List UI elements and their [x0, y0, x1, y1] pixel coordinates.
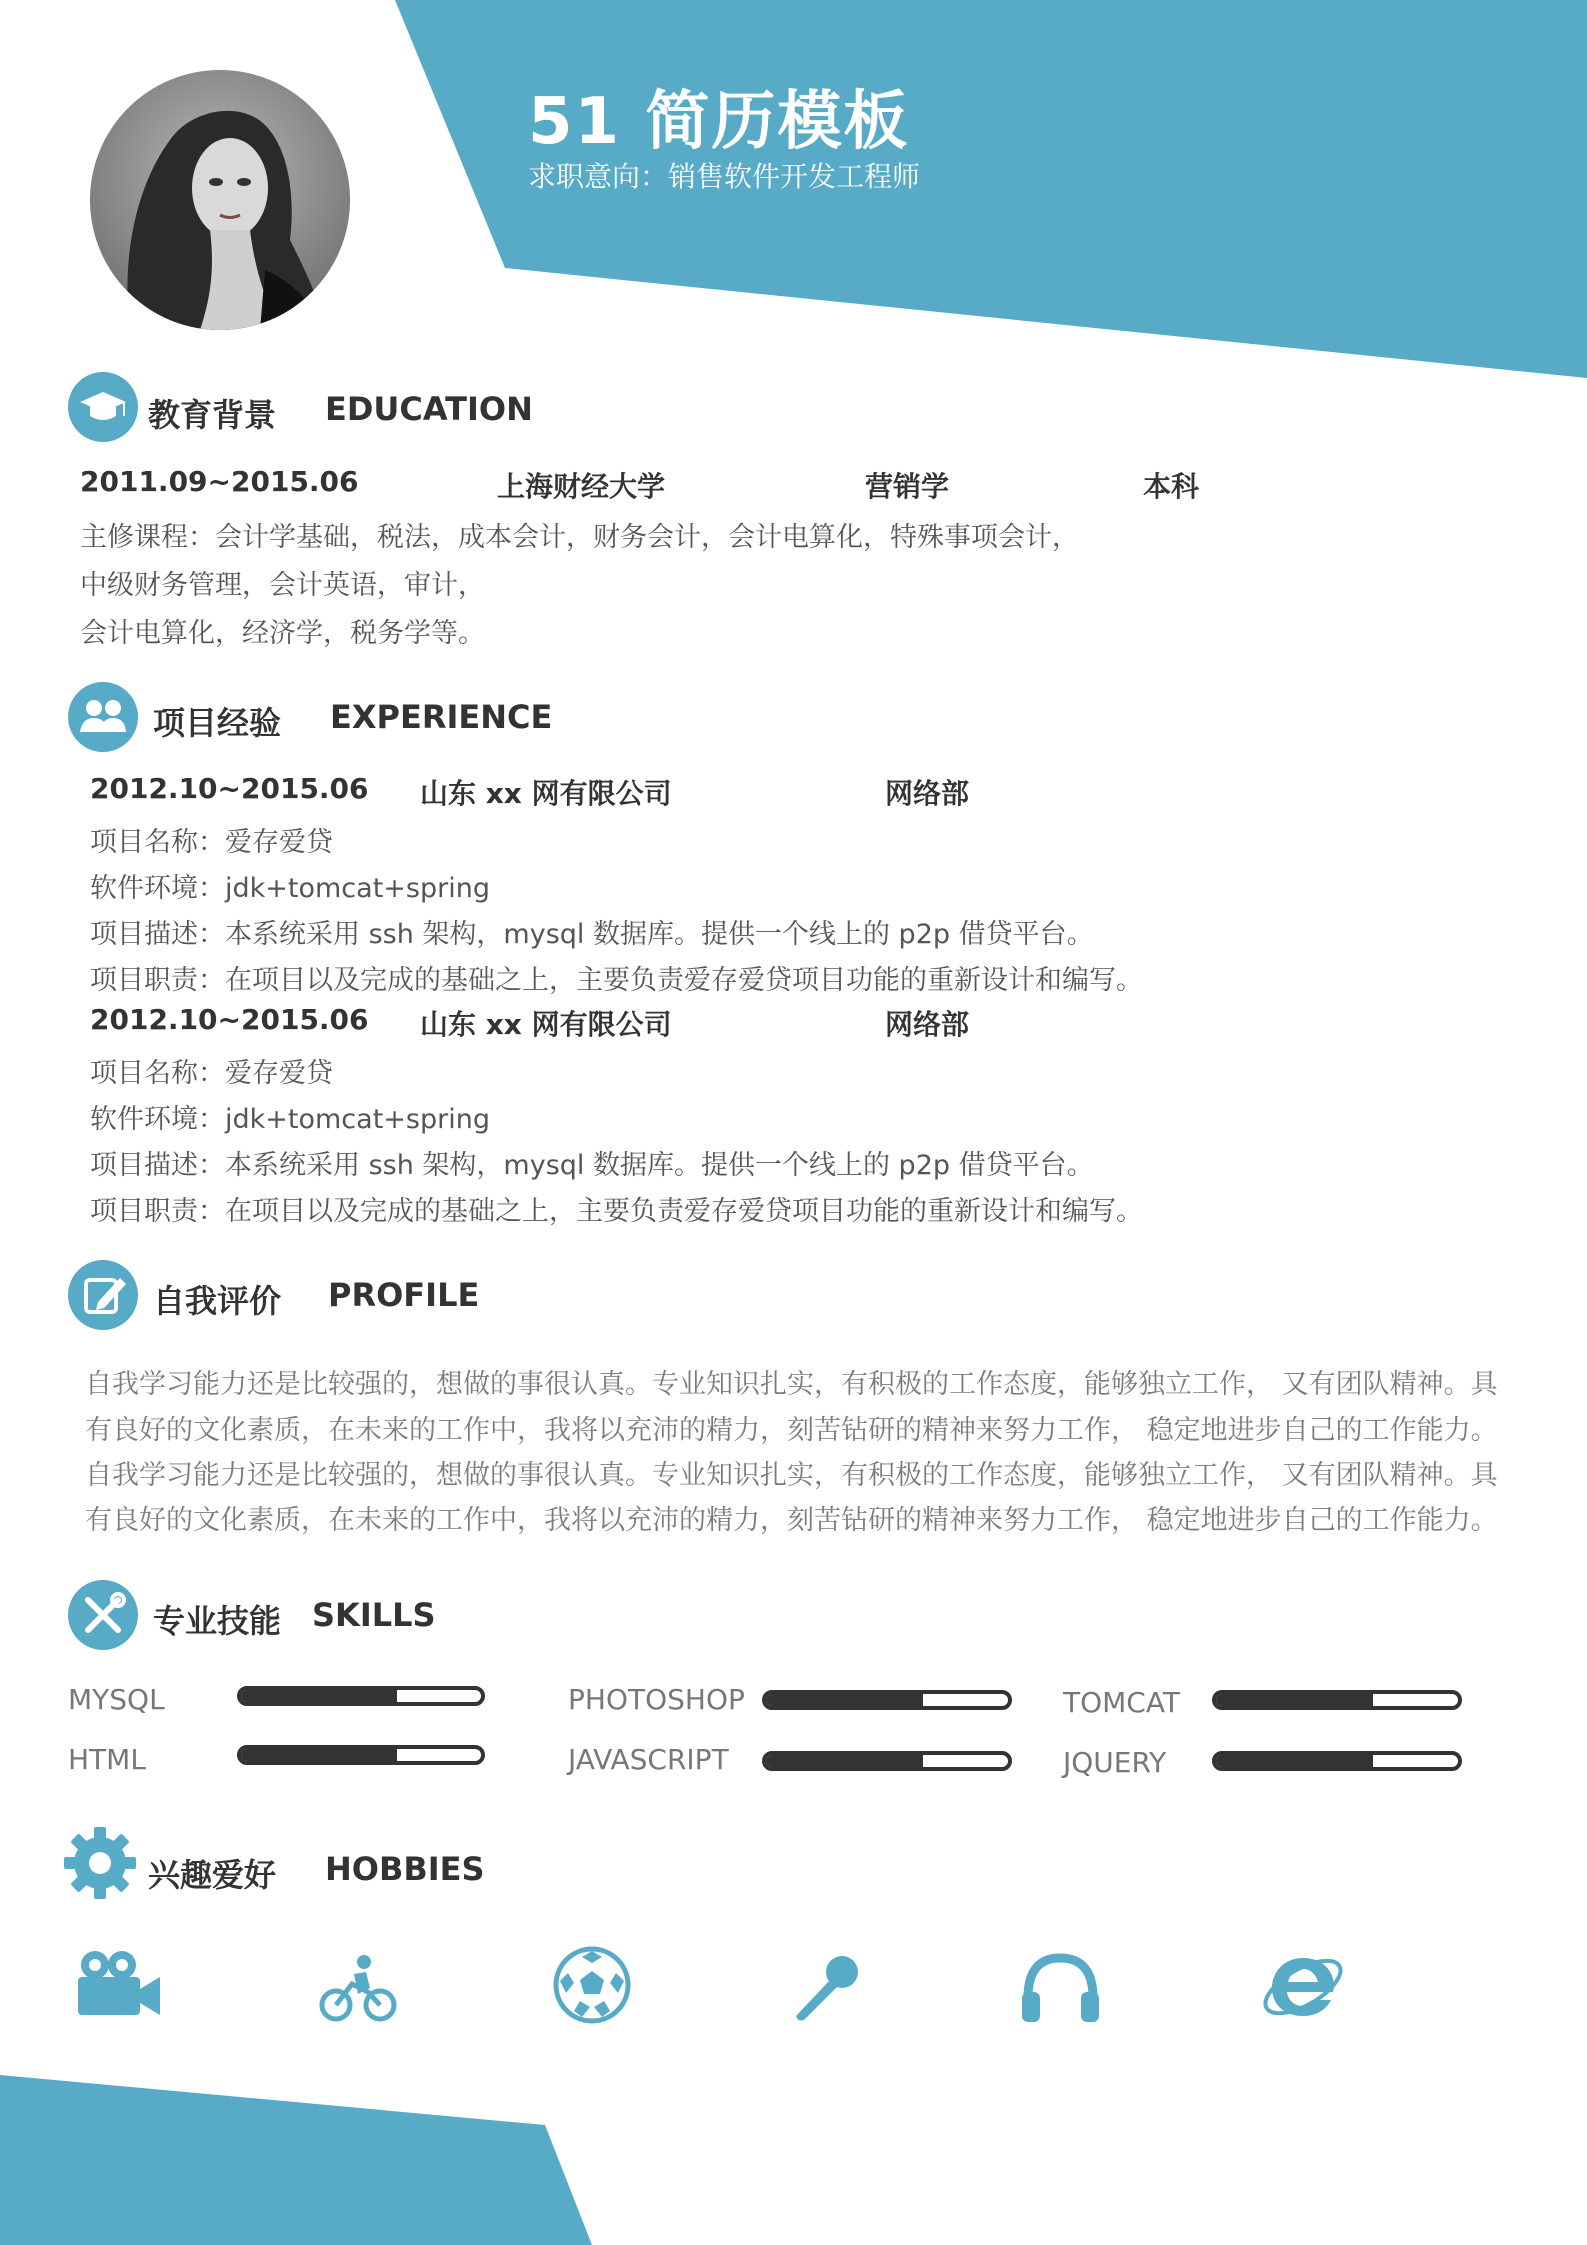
experience-line: 项目描述：本系统采用 ssh 架构，mysql 数据库。提供一个线上的 p2p 借贷平台。	[90, 919, 1094, 950]
profile-line: 有良好的文化素质，在未来的工作中，我将以充沛的精力，刻苦钻研的精神来努力工作， 稳定地进步自己的工作能力。	[85, 1505, 1498, 1536]
skill-bar	[237, 1745, 485, 1765]
skill-bar-fill	[1216, 1694, 1373, 1706]
headphones-icon	[1018, 1948, 1103, 2028]
experience-line: 软件环境：jdk+tomcat+spring	[90, 1104, 490, 1135]
skill-bar-fill	[766, 1755, 923, 1767]
skill-bar	[762, 1751, 1012, 1771]
skill-bar-fill	[241, 1749, 397, 1761]
experience-line: 项目名称：爱存爱贷	[90, 1058, 333, 1089]
experience-line: 项目职责：在项目以及完成的基础之上，主要负责爱存爱贷项目功能的重新设计和编写。	[90, 1196, 1143, 1227]
experience-line: 项目名称：爱存爱贷	[90, 827, 333, 858]
experience-line: 项目描述：本系统采用 ssh 架构，mysql 数据库。提供一个线上的 p2p 借贷平台。	[90, 1150, 1094, 1181]
experience-period: 2012.10~2015.06	[90, 772, 369, 805]
skill-bar-fill	[241, 1690, 397, 1702]
education-line: 中级财务管理，会计英语，审计，	[80, 570, 485, 601]
skill-label: HTML	[68, 1743, 146, 1776]
skills-title-en: SKILLS	[312, 1596, 436, 1634]
education-degree: 本科	[1143, 470, 1200, 503]
experience-company: 山东 xx 网有限公司	[420, 1008, 672, 1041]
skill-label: JAVASCRIPT	[568, 1743, 729, 1776]
skill-bar	[1212, 1690, 1462, 1710]
experience-line: 软件环境：jdk+tomcat+spring	[90, 873, 490, 904]
job-intent: 求职意向：销售软件开发工程师	[528, 160, 921, 193]
skill-bar	[237, 1686, 485, 1706]
education-school: 上海财经大学	[497, 470, 666, 503]
skill-bar-fill	[766, 1694, 923, 1706]
experience-title: 项目经验	[153, 704, 282, 742]
microphone-icon	[790, 1950, 865, 2025]
hobbies-title-en: HOBBIES	[325, 1850, 485, 1888]
experience-dept: 网络部	[885, 777, 970, 810]
experience-period: 2012.10~2015.06	[90, 1003, 369, 1036]
tools-icon	[68, 1580, 138, 1650]
football-icon	[552, 1945, 632, 2025]
education-title-en: EDUCATION	[325, 390, 533, 428]
experience-dept: 网络部	[885, 1008, 970, 1041]
hobbies-title: 兴趣爱好	[148, 1856, 277, 1894]
profile-title-en: PROFILE	[328, 1276, 480, 1314]
skill-bar	[762, 1690, 1012, 1710]
education-line: 会计电算化，经济学，税务学等。	[80, 618, 485, 649]
education-title: 教育背景	[148, 396, 277, 434]
education-period: 2011.09~2015.06	[80, 465, 359, 498]
video-camera-icon	[70, 1945, 165, 2025]
edit-icon	[68, 1260, 138, 1330]
skill-bar	[1212, 1751, 1462, 1771]
skill-label: MYSQL	[68, 1683, 165, 1716]
gear-icon	[62, 1825, 138, 1901]
graduation-cap-icon	[68, 372, 138, 442]
experience-line: 项目职责：在项目以及完成的基础之上，主要负责爱存爱贷项目功能的重新设计和编写。	[90, 965, 1143, 996]
internet-explorer-icon	[1258, 1940, 1348, 2030]
people-icon	[68, 682, 138, 752]
footer-band	[0, 2075, 600, 2245]
experience-title-en: EXPERIENCE	[330, 698, 553, 736]
profile-line: 自我学习能力还是比较强的，想做的事很认真。专业知识扎实，有积极的工作态度，能够独立工作， 又有团队精神。具	[85, 1369, 1498, 1400]
skill-bar-fill	[1216, 1755, 1373, 1767]
skill-label: PHOTOSHOP	[568, 1683, 745, 1716]
education-major: 营销学	[865, 470, 950, 503]
experience-company: 山东 xx 网有限公司	[420, 777, 672, 810]
cycling-icon	[318, 1950, 398, 2025]
skills-title: 专业技能	[153, 1602, 282, 1640]
avatar	[90, 70, 350, 330]
profile-line: 自我学习能力还是比较强的，想做的事很认真。专业知识扎实，有积极的工作态度，能够独立工作， 又有团队精神。具	[85, 1460, 1498, 1491]
education-line: 主修课程：会计学基础，税法，成本会计，财务会计，会计电算化，特殊事项会计，	[80, 522, 1079, 553]
profile-title: 自我评价	[153, 1282, 282, 1320]
profile-line: 有良好的文化素质，在未来的工作中，我将以充沛的精力，刻苦钻研的精神来努力工作， 稳定地进步自己的工作能力。	[85, 1415, 1498, 1446]
skill-label: JQUERY	[1063, 1746, 1167, 1779]
skill-label: TOMCAT	[1063, 1686, 1180, 1719]
resume-name: 51 简历模板	[528, 85, 910, 159]
